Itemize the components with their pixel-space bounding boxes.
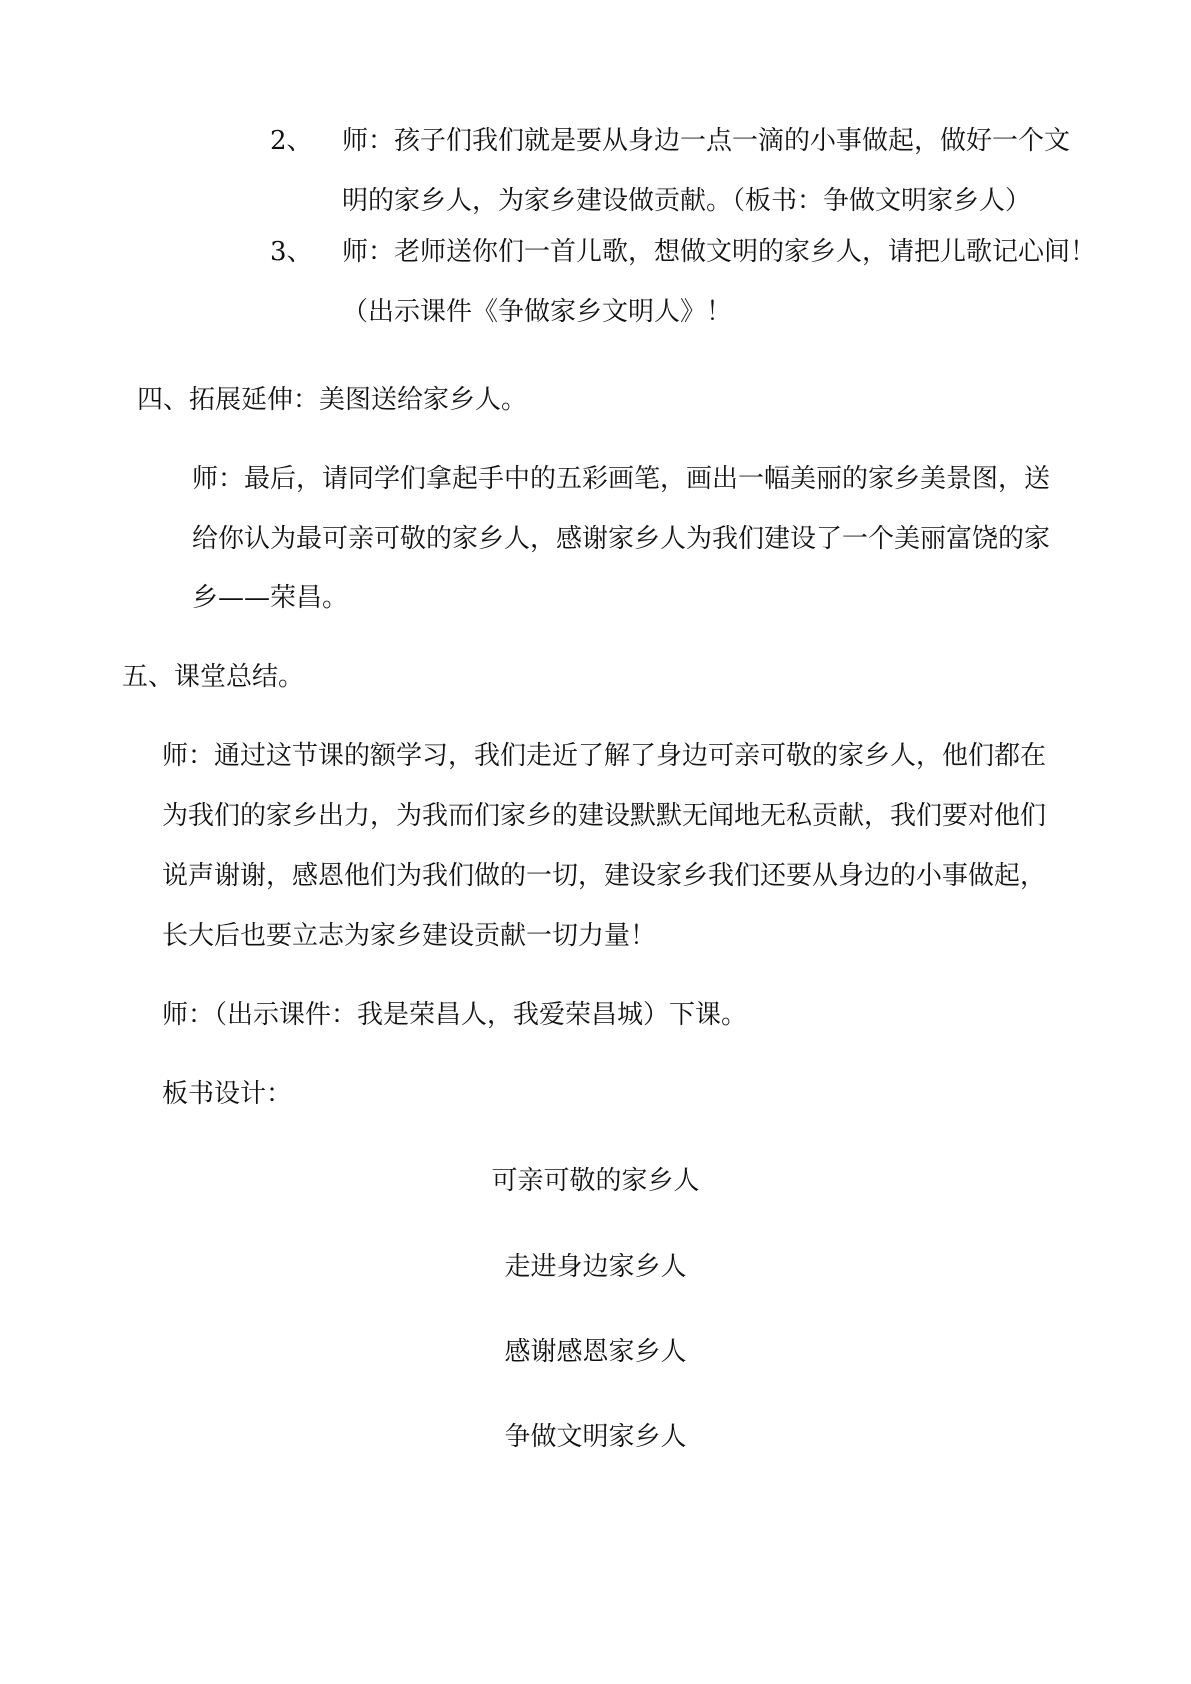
item-line: （出示课件《争做家乡文明人》！ [342,297,733,327]
paragraph-line: 说声谢谢，感恩他们为我们做的一切，建设家乡我们还要从身边的小事做起， [162,861,1047,891]
paragraph-line: 给你认为最可亲可敬的家乡人，感谢家乡人为我们建设了一个美丽富饶的家 [192,524,1051,554]
paragraph-line: 师：最后，请同学们拿起手中的五彩画笔，画出一幅美丽的家乡美景图，送 [192,464,1051,494]
paragraph-line: 乡——荣昌。 [192,583,349,613]
item-number: 2、 [270,126,313,156]
board-line: 走进身边家乡人 [504,1252,687,1282]
board-line: 争做文明家乡人 [504,1422,687,1452]
item-line: 明的家乡人，为家乡建设做贡献。（板书：争做文明家乡人） [342,186,1032,216]
paragraph-line: 师：通过这节课的额学习，我们走近了解了身边可亲可敬的家乡人，他们都在 [162,741,1047,771]
item-number: 3、 [270,237,313,267]
item-line: 师：老师送你们一首儿歌，想做文明的家乡人，请把儿歌记心间！ [342,237,1097,267]
section-heading-5: 五、课堂总结。 [122,662,305,692]
closing-line: 师：（出示课件：我是荣昌人，我爱荣昌城）下课。 [162,1000,748,1030]
section-heading-4: 四、拓展延伸：美图送给家乡人。 [137,385,528,415]
paragraph-line: 为我们的家乡出力，为我而们家乡的建设默默无闻地无私贡献，我们要对他们 [162,801,1047,831]
board-design-label: 板书设计： [162,1079,293,1109]
board-line: 可亲可敬的家乡人 [491,1166,700,1196]
item-line: 师：孩子们我们就是要从身边一点一滴的小事做起，做好一个文 [342,126,1071,156]
paragraph-line: 长大后也要立志为家乡建设贡献一切力量！ [162,921,657,951]
board-line: 感谢感恩家乡人 [504,1337,687,1367]
